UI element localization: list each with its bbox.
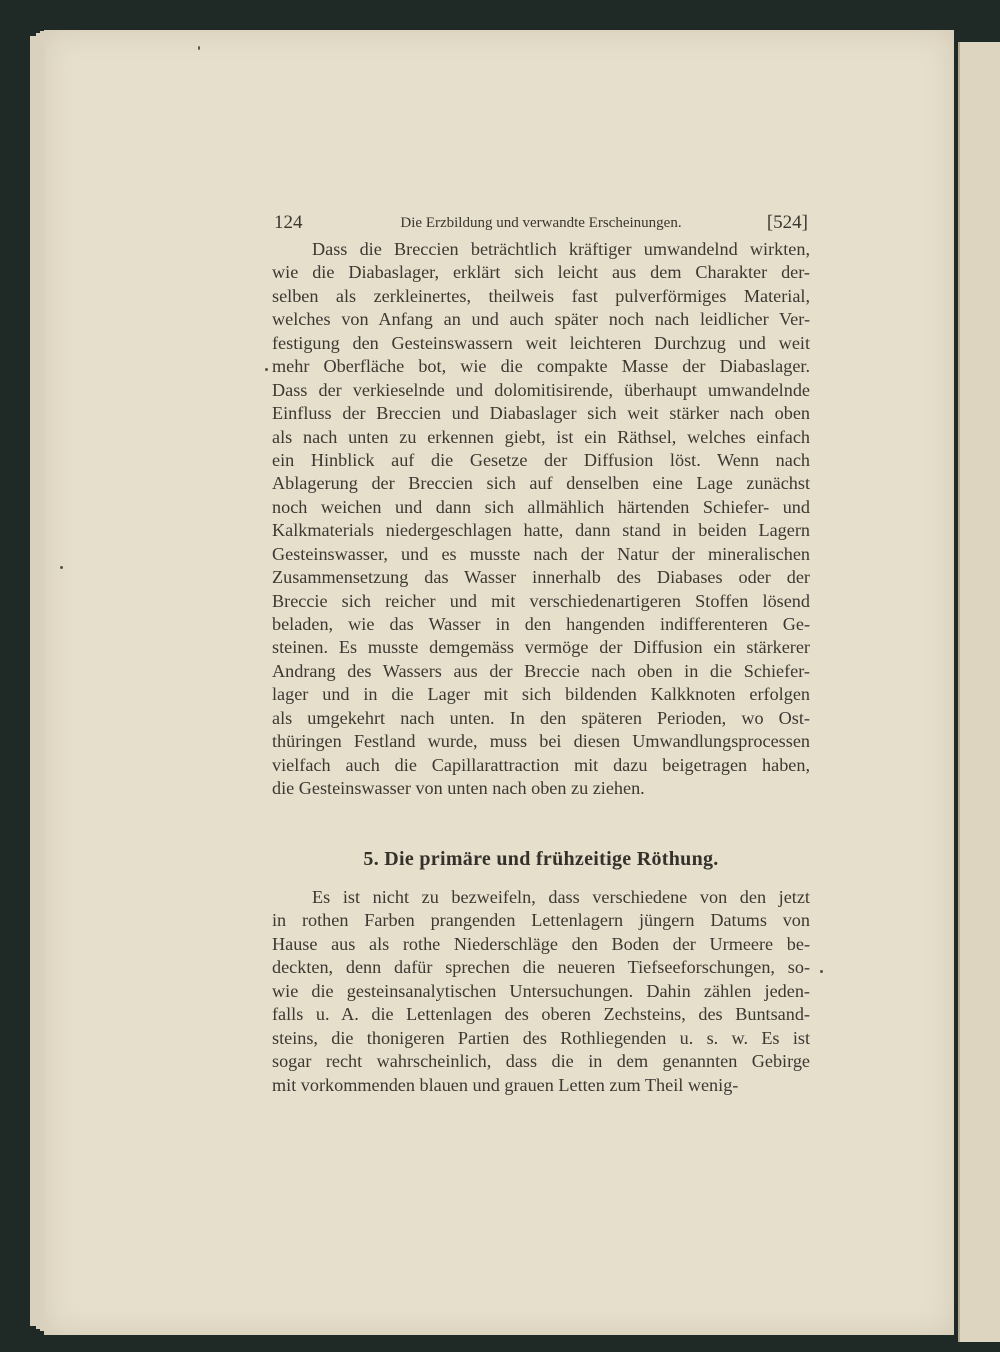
text-line: wie die gesteinsanalytischen Untersuchungen. Dahin zählen jeden- [272, 980, 810, 1001]
text-line: Kalkmaterials niedergeschlagen hatte, dann stand in beiden Lagern [272, 520, 810, 541]
scan-speck [198, 46, 200, 50]
scan-speck [60, 566, 63, 569]
section-heading: 5. Die primäre und frühzeitige Röthung. [363, 848, 719, 870]
text-line: als umgekehrt nach unten. In den späteren Perioden, wo Ost- [272, 707, 810, 728]
text-line: Einfluss der Breccien und Diabaslager sich weit stärker nach oben [272, 403, 810, 424]
original-page-number: [524] [766, 212, 808, 233]
text-line: steins, die thonigeren Partien des Rothliegenden u. s. w. Es ist [272, 1027, 810, 1048]
text-line: lager und in die Lager mit sich bildenden Kalkknoten erfolgen [272, 684, 810, 705]
text-line: falls u. A. die Lettenlagen des oberen Zechsteins, des Buntsand- [272, 1004, 810, 1025]
text-line: welches von Anfang an und auch später noch nach leidlicher Ver- [272, 309, 810, 330]
text-line: wie die Diabaslager, erklärt sich leicht aus dem Charakter der- [272, 262, 810, 283]
text-line: Ablagerung der Breccien sich auf denselben eine Lage zunächst [272, 473, 810, 494]
text-line: Hause aus als rothe Niederschläge den Boden der Urmeere be- [272, 933, 810, 954]
text-line: Es ist nicht zu bezweifeln, dass verschiedene von den jetzt [312, 887, 810, 907]
paragraph-2 [272, 886, 810, 1097]
text-line: vielfach auch die Capillarattraction mit dazu beigetragen haben, [272, 754, 810, 775]
text-line: deckten, denn dafür sprechen die neueren Tiefseeforschungen, so- [272, 957, 810, 978]
text-line: thüringen Festland wurde, muss bei diesen Umwandlungsprocessen [272, 731, 810, 752]
page-number: 124 [274, 212, 303, 233]
facing-page-edge [958, 42, 1000, 1342]
text-line: Gesteinswasser, und es musste nach der Natur der mineralischen [272, 543, 810, 564]
text-line: in rothen Farben prangenden Lettenlagern jüngern Datums von [272, 910, 810, 931]
scan-speck [820, 970, 823, 973]
text-line: noch weichen und dann sich allmählich härtenden Schiefer- und [272, 496, 810, 517]
text-line: als nach unten zu erkennen giebt, ist ein Räthsel, welches einfach [272, 426, 810, 447]
text-line: Zusammensetzung das Wasser innerhalb des Diabases oder der [272, 567, 810, 588]
text-line: Dass der verkieselnde und dolomitisirende, überhaupt umwandelnde [272, 379, 810, 400]
text-line: steinen. Es musste demgemäss vermöge der Diffusion ein stärkerer [272, 637, 810, 658]
text-line: Breccie sich reicher und mit verschiedenartigeren Stoffen lösend [272, 590, 810, 611]
scan-speck [265, 368, 268, 371]
text-line: mit vorkommenden blauen und grauen Letten zum Theil wenig- [272, 1074, 739, 1095]
text-line: Dass die Breccien beträchtlich kräftiger umwandelnd wirkten, [312, 239, 810, 259]
text-line: selben als zerkleinertes, theilweis fast pulverförmiges Material, [272, 285, 810, 306]
text-line: mehr Oberfläche bot, wie die compakte Masse der Diabaslager. [272, 356, 810, 377]
text-line: beladen, wie das Wasser in den hangenden indifferenteren Ge- [272, 614, 810, 634]
text-line: Andrang des Wassers aus der Breccie nach oben in die Schiefer- [272, 660, 810, 681]
paragraph-1 [272, 238, 810, 801]
text-line: ein Hinblick auf die Gesetze der Diffusion löst. Wenn nach [272, 449, 810, 470]
text-line: die Gesteinswasser von unten nach oben zu ziehen. [272, 778, 645, 799]
text-line: sogar recht wahrscheinlich, dass die in dem genannten Gebirge [272, 1051, 810, 1072]
running-head [274, 212, 808, 238]
text-line: festigung den Gesteinswassern weit leichteren Durchzug und weit [272, 332, 810, 353]
running-title: Die Erzbildung und verwandte Erscheinungen. [400, 215, 682, 231]
